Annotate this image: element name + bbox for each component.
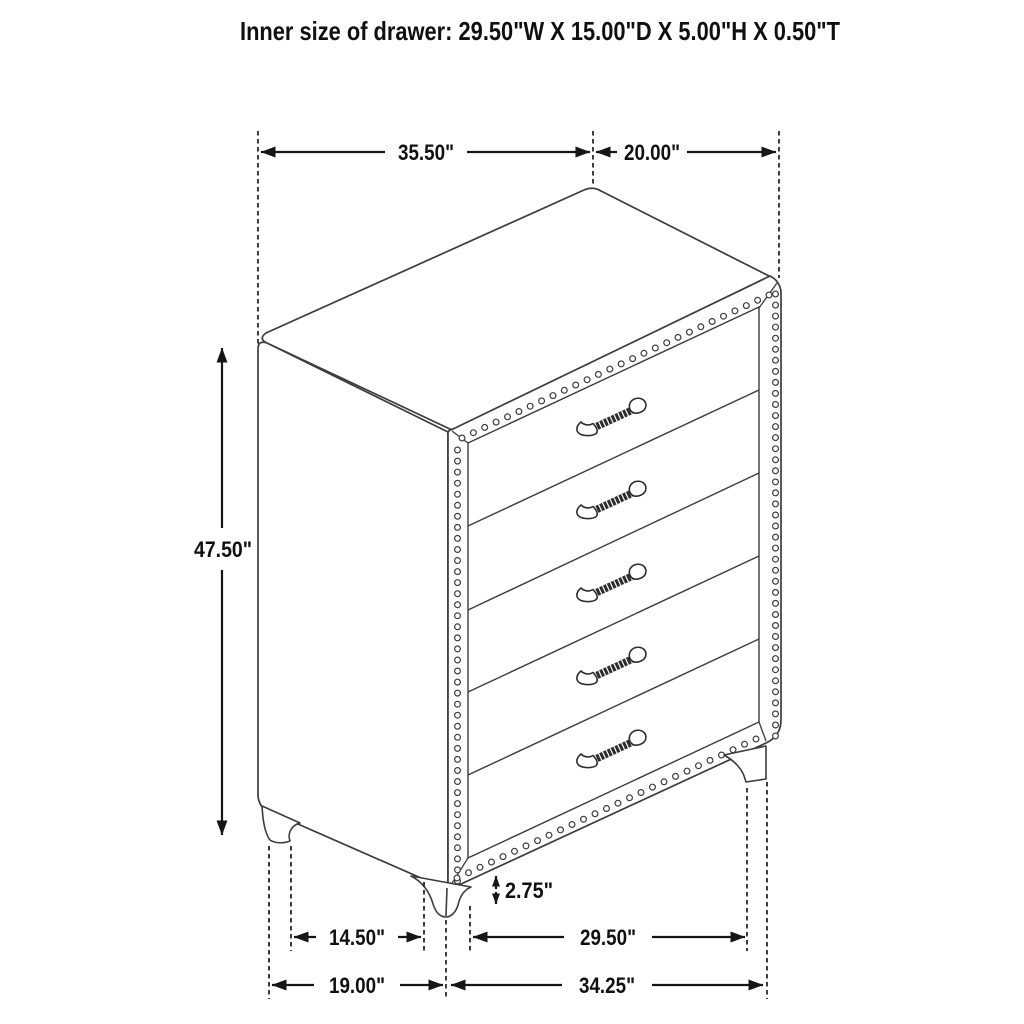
nailhead-stud	[455, 646, 461, 652]
nailhead-stud	[455, 458, 461, 464]
nailhead-stud	[604, 806, 610, 812]
nailhead-stud	[455, 469, 461, 475]
nailhead-stud	[455, 513, 461, 519]
nailhead-stud	[558, 827, 564, 833]
nailhead-stud	[455, 801, 461, 807]
nailhead-stud	[482, 425, 488, 431]
nailhead-stud	[773, 578, 779, 584]
nailhead-stud	[539, 398, 545, 404]
nailhead-stud	[773, 291, 779, 297]
nailhead-stud	[698, 324, 704, 330]
nailhead-stud	[523, 843, 529, 849]
nailhead-stud	[455, 690, 461, 696]
nailhead-stud	[466, 870, 472, 876]
nailhead-stud	[773, 424, 779, 430]
nailhead-stud	[721, 313, 727, 319]
nailhead-stud	[773, 667, 779, 673]
nailhead-stud	[773, 733, 779, 739]
nailhead-stud	[773, 545, 779, 551]
nailhead-stud	[773, 645, 779, 651]
nailhead-stud	[773, 612, 779, 618]
nailhead-stud	[455, 558, 461, 564]
nailhead-stud	[455, 525, 461, 531]
nailhead-stud	[773, 512, 779, 518]
nailhead-stud	[773, 335, 779, 341]
nailhead-stud	[512, 848, 518, 854]
nailhead-stud	[455, 779, 461, 785]
nailhead-stud	[615, 800, 621, 806]
nailhead-stud	[730, 747, 736, 753]
nailhead-stud	[455, 591, 461, 597]
nailhead-stud	[753, 736, 759, 742]
nailhead-stud	[630, 356, 636, 362]
nailhead-stud	[773, 501, 779, 507]
nailhead-stud	[592, 811, 598, 817]
nailhead-stud	[675, 335, 681, 341]
chest-drawing	[258, 188, 781, 917]
nailhead-stud	[455, 502, 461, 508]
nailhead-stud	[773, 435, 779, 441]
nailhead-stud	[743, 303, 749, 309]
nailhead-stud	[773, 324, 779, 330]
nailhead-stud	[773, 689, 779, 695]
nailhead-stud	[709, 319, 715, 325]
nailhead-stud	[489, 859, 495, 865]
nailhead-stud	[455, 635, 461, 641]
nailhead-stud	[455, 856, 461, 862]
nailhead-stud	[773, 567, 779, 573]
nailhead-stud	[773, 468, 779, 474]
nailhead-stud	[455, 790, 461, 796]
nailhead-stud	[455, 602, 461, 608]
nailhead-stud	[707, 758, 713, 764]
nailhead-stud	[459, 435, 465, 441]
nailhead-stud	[455, 712, 461, 718]
nailhead-stud	[696, 763, 702, 769]
nailhead-stud	[773, 346, 779, 352]
nailhead-stud	[773, 357, 779, 363]
nailhead-stud	[493, 419, 499, 425]
nailhead-stud	[773, 479, 779, 485]
dim-top-width: 35.50"	[398, 140, 454, 165]
chest-side-panel	[258, 342, 448, 890]
dim-top-depth: 20.00"	[624, 140, 680, 165]
nailhead-stud	[650, 784, 656, 790]
nailhead-stud	[455, 480, 461, 486]
nailhead-stud	[607, 366, 613, 372]
nailhead-stud	[455, 613, 461, 619]
nailhead-stud	[471, 430, 477, 436]
dim-foot-spacing-front: 29.50"	[580, 925, 636, 950]
nailhead-stud	[455, 845, 461, 851]
nailhead-stud	[455, 491, 461, 497]
nailhead-stud	[573, 382, 579, 388]
nailhead-stud	[773, 590, 779, 596]
nailhead-stud	[773, 656, 779, 662]
nailhead-stud	[773, 623, 779, 629]
nailhead-stud	[742, 741, 748, 747]
nailhead-stud	[773, 369, 779, 375]
nailhead-stud	[584, 377, 590, 383]
nailhead-stud	[652, 345, 658, 351]
nailhead-stud	[773, 391, 779, 397]
nailhead-stud	[527, 403, 533, 409]
nailhead-stud	[455, 734, 461, 740]
nailhead-stud	[773, 446, 779, 452]
nailhead-stud	[773, 402, 779, 408]
nailhead-stud	[455, 823, 461, 829]
nailhead-stud	[773, 711, 779, 717]
nailhead-stud	[455, 834, 461, 840]
nailhead-stud	[455, 624, 461, 630]
nailhead-stud	[455, 536, 461, 542]
nailhead-stud	[661, 779, 667, 785]
nailhead-stud	[455, 723, 461, 729]
nailhead-stud	[773, 700, 779, 706]
nailhead-stud	[773, 556, 779, 562]
nailhead-stud	[455, 657, 461, 663]
nailhead-stud	[773, 380, 779, 386]
nailhead-stud	[684, 768, 690, 774]
nailhead-stud	[455, 547, 461, 553]
nailhead-stud	[550, 393, 556, 399]
nailhead-stud	[755, 297, 761, 303]
dim-height: 47.50"	[194, 537, 252, 562]
nailhead-stud	[455, 812, 461, 818]
nailhead-stud	[516, 409, 522, 415]
nailhead-stud	[546, 832, 552, 838]
nailhead-stud	[732, 308, 738, 314]
nailhead-stud	[455, 447, 461, 453]
nailhead-stud	[581, 816, 587, 822]
nailhead-stud	[535, 838, 541, 844]
nailhead-stud	[773, 678, 779, 684]
nailhead-stud	[773, 457, 779, 463]
nailhead-stud	[500, 854, 506, 860]
nailhead-stud	[641, 350, 647, 356]
nailhead-stud	[773, 722, 779, 728]
nailhead-stud	[664, 340, 670, 346]
nailhead-stud	[455, 679, 461, 685]
nailhead-stud	[569, 822, 575, 828]
nailhead-stud	[455, 757, 461, 763]
nailhead-stud	[773, 413, 779, 419]
nailhead-stud	[455, 668, 461, 674]
nailhead-stud	[561, 387, 567, 393]
nailhead-stud	[455, 867, 461, 873]
nailhead-stud	[687, 329, 693, 335]
nailhead-stud	[455, 569, 461, 575]
page-title: Inner size of drawer: 29.50"W X 15.00"D X 5.00"H X 0.50"T	[240, 16, 841, 46]
nailhead-stud	[773, 634, 779, 640]
nailhead-stud	[477, 864, 483, 870]
nailhead-stud	[618, 361, 624, 367]
dim-leg-height: 2.75"	[505, 878, 553, 903]
nailhead-stud	[773, 302, 779, 308]
dim-foot-spacing-side: 14.50"	[329, 925, 385, 950]
nailhead-stud	[773, 534, 779, 540]
nailhead-stud	[773, 490, 779, 496]
dim-base-width: 34.25"	[579, 973, 635, 998]
nailhead-stud	[638, 790, 644, 796]
nailhead-stud	[773, 313, 779, 319]
nailhead-stud	[455, 580, 461, 586]
nailhead-stud	[455, 768, 461, 774]
nailhead-stud	[596, 372, 602, 378]
nailhead-stud	[505, 414, 511, 420]
dim-base-depth: 19.00"	[329, 973, 385, 998]
nailhead-stud	[455, 746, 461, 752]
nailhead-stud	[455, 701, 461, 707]
nailhead-stud	[773, 523, 779, 529]
nailhead-stud	[766, 292, 772, 298]
nailhead-stud	[673, 774, 679, 780]
nailhead-stud	[627, 795, 633, 801]
nailhead-stud	[773, 601, 779, 607]
nailhead-stud	[454, 875, 460, 881]
